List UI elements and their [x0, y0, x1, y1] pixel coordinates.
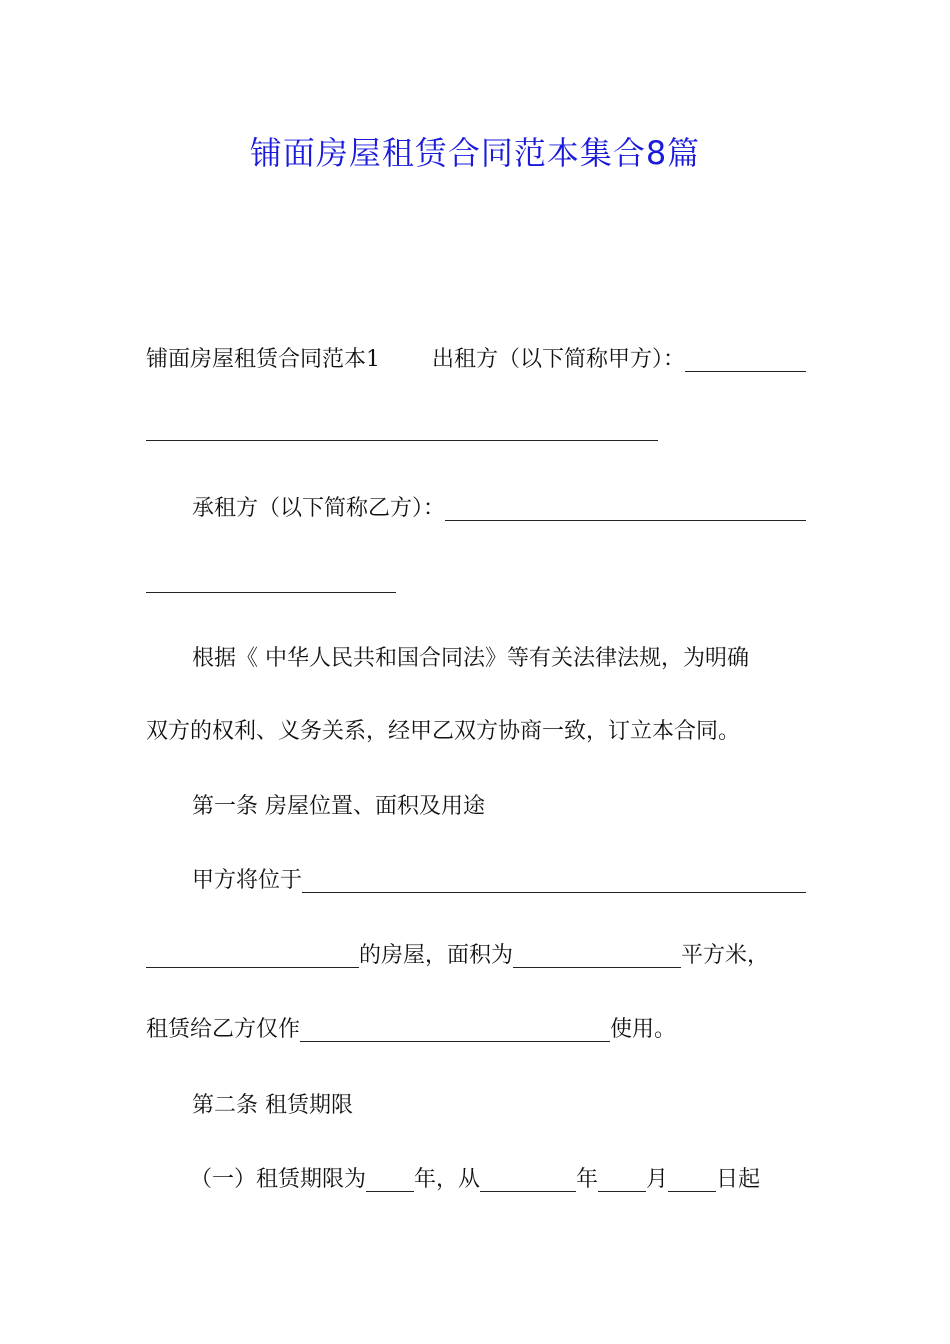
- term-label: （一）租赁期限为: [190, 1167, 367, 1192]
- start-month-blank: [598, 1169, 646, 1192]
- contract-heading-1: 铺面房屋租赁合同范本1: [146, 347, 380, 372]
- area-line: [146, 941, 806, 971]
- document-title: 铺面房屋租赁合同范本集合8篇: [249, 134, 701, 172]
- location-label: 甲方将位于: [192, 868, 303, 893]
- article-1-heading: [146, 792, 806, 822]
- location-line: [146, 866, 806, 896]
- location-blank: [302, 870, 806, 893]
- lessee-blank: [445, 498, 806, 521]
- article-2-title: 第二条 租赁期限: [192, 1093, 353, 1118]
- year-label: 年: [576, 1167, 599, 1192]
- usage-line: [146, 1015, 806, 1045]
- start-year-blank: [480, 1169, 576, 1192]
- preamble-text-1: 根据《 中华人民共和国合同法》等有关法律法规，为明确: [192, 646, 749, 671]
- lessor-line: [146, 345, 806, 375]
- preamble-text-2: 双方的权利、义务关系，经甲乙双方协商一致，订立本合同。: [146, 719, 741, 744]
- area-label: 的房屋，面积为: [359, 943, 514, 968]
- lessor-blank-cont: [146, 418, 658, 441]
- usage-suffix: 使用。: [610, 1017, 677, 1042]
- term-line: [190, 1165, 806, 1195]
- usage-blank: [300, 1019, 610, 1042]
- start-day-blank: [668, 1169, 716, 1192]
- lessee-label: 承租方（以下简称乙方）：: [192, 496, 446, 521]
- month-label: 月: [646, 1167, 669, 1192]
- location-blank-cont: [146, 945, 359, 968]
- day-label: 日起: [716, 1167, 761, 1192]
- lessor-label: 出租方（以下简称甲方）：: [432, 347, 686, 372]
- term-from: 年，从: [414, 1167, 481, 1192]
- article-1-title: 第一条 房屋位置、面积及用途: [192, 794, 485, 819]
- lessor-blank-line: [146, 418, 658, 444]
- paragraph-preamble-1: [146, 644, 806, 674]
- lessee-blank-line: [146, 570, 396, 596]
- area-unit: 平方米，: [681, 943, 770, 968]
- lessor-blank: [685, 349, 806, 372]
- usage-label: 租赁给乙方仅作: [146, 1017, 301, 1042]
- area-blank: [513, 945, 681, 968]
- lessee-line: [146, 494, 806, 524]
- lessee-blank-cont: [146, 570, 396, 593]
- term-years-blank: [366, 1169, 414, 1192]
- article-2-heading: [146, 1091, 806, 1121]
- paragraph-preamble-2: [146, 717, 806, 747]
